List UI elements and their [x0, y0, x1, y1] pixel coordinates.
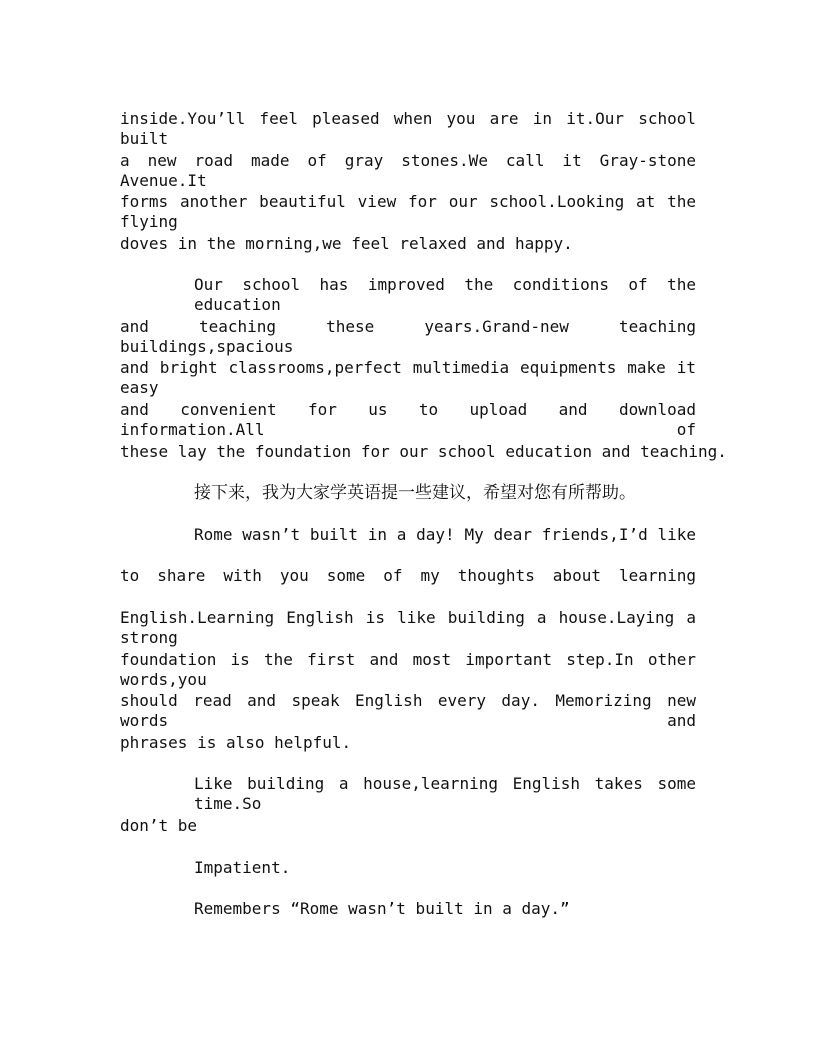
text-line: and bright classrooms,perfect multimedia equipments make it easy [120, 358, 696, 397]
text-line: and convenient for us to upload and download information.All of [120, 400, 696, 439]
text-line: to share with you some of my thoughts about learning [120, 566, 696, 585]
text-line: phrases is also helpful. [120, 733, 352, 752]
text-line: forms another beautiful view for our school.Looking at the flying [120, 192, 696, 231]
paragraph-first-line: Like building a house,learning English takes some time.So [194, 774, 696, 813]
text-line: should read and speak English every day. Memorizing new words and [120, 691, 696, 730]
text-line: these lay the foundation for our school education and teaching. [120, 442, 727, 461]
paragraph-first-line: Impatient. [194, 858, 291, 877]
text-line: don’t be [120, 816, 198, 835]
chinese-line: 接下来，我为大家学英语提一些建议，希望对您有所帮助。 [194, 483, 636, 503]
text-line: a new road made of gray stones.We call it Gray-stone Avenue.It [120, 151, 696, 190]
text-line: doves in the morning,we feel relaxed and happy. [120, 234, 573, 253]
text-line: foundation is the first and most important step.In other words,you [120, 650, 696, 689]
text-line: and teaching these years.Grand-new teaching buildings,spacious [120, 317, 696, 356]
paragraph-first-line: Remembers “Rome wasn’t built in a day.” [194, 899, 570, 918]
text-line: inside.You’ll feel pleased when you are in it.Our school built [120, 109, 696, 148]
paragraph-first-line: Rome wasn’t built in a day! My dear friends,I’d like [194, 525, 696, 544]
paragraph-first-line: Our school has improved the conditions of the education [194, 275, 696, 314]
text-line: English.Learning English is like building a house.Laying a strong [120, 608, 696, 647]
